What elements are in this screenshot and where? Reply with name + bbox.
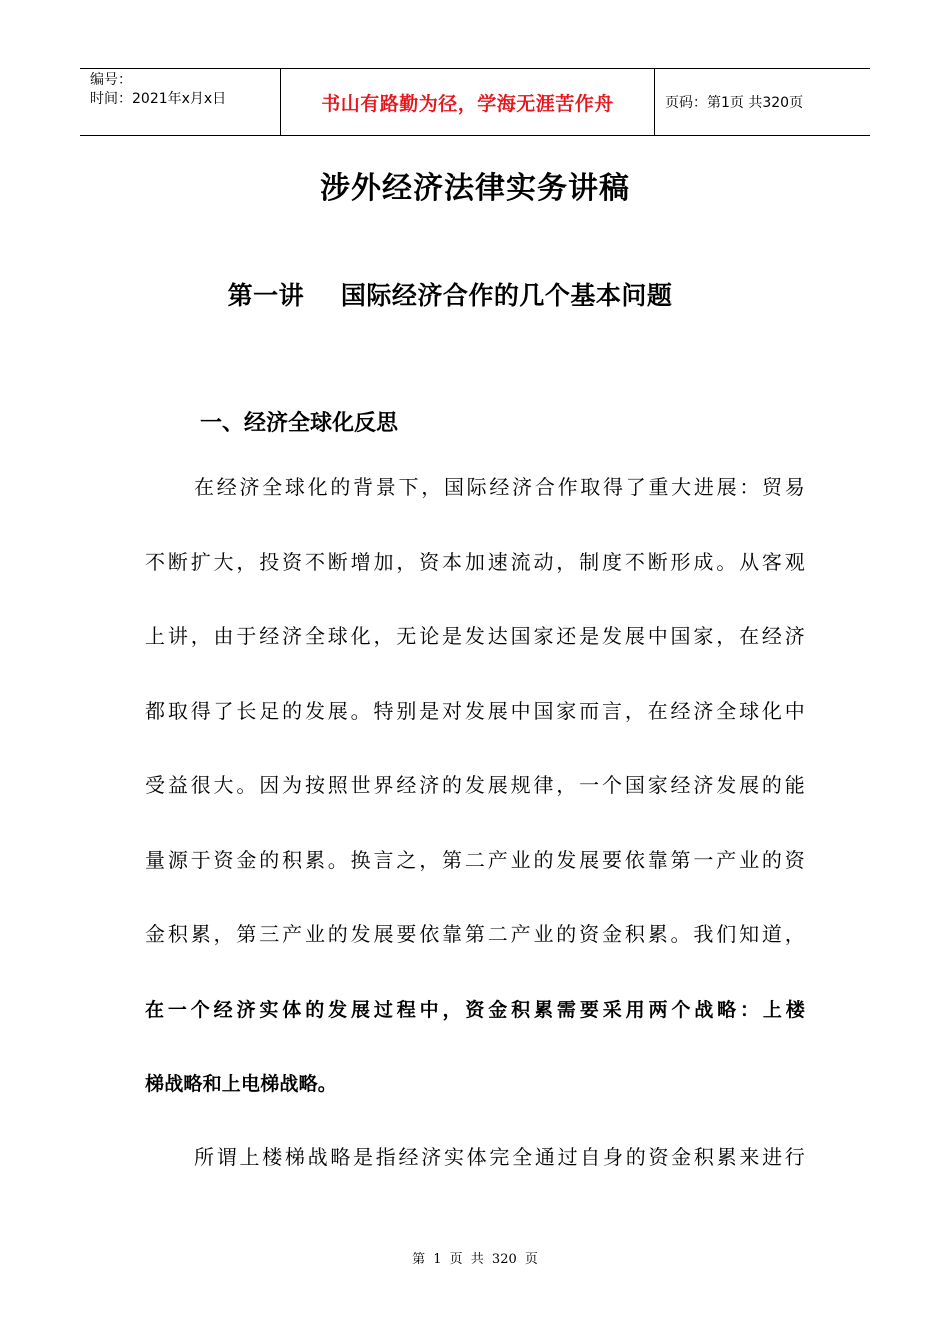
lecture-title: 第一讲 国际经济合作的几个基本问题 (227, 281, 673, 310)
paragraph-line: 所谓上楼梯战略是指经济实体完全通过自身的资金积累来进行 (194, 1145, 805, 1169)
paragraph-line: 都取得了长足的发展。特别是对发展中国家而言，在经济全球化中 (145, 699, 805, 723)
header-meta-cell (80, 69, 281, 135)
paragraph-line: 受益很大。因为按照世界经济的发展规律，一个国家经济发展的能 (145, 773, 805, 797)
header-table (80, 68, 870, 136)
header-page-info: 页码：第1页 共320页 (665, 95, 804, 111)
paragraph-line: 金积累，第三产业的发展要依靠第二产业的资金积累。我们知道， (145, 922, 805, 946)
paragraph-line: 量源于资金的积累。换言之，第二产业的发展要依靠第一产业的资 (145, 848, 805, 872)
paragraph-line-bold: 在一个经济实体的发展过程中，资金积累需要采用两个战略：上楼 (145, 999, 805, 1021)
section-title: 一、经济全球化反思 (200, 411, 399, 436)
number-label: 编号： (90, 72, 132, 88)
paragraph-line-bold: 梯战略和上电梯战略。 (145, 1073, 338, 1095)
paragraph-line: 不断扩大，投资不断增加，资本加速流动，制度不断形成。从客观 (145, 550, 805, 574)
document-title: 涉外经济法律实务讲稿 (320, 171, 630, 206)
paragraph-line: 在经济全球化的背景下，国际经济合作取得了重大进展：贸易 (194, 475, 805, 499)
header-motto: 书山有路勤为径，学海无涯苦作舟 (281, 69, 655, 135)
page-footer: 第 1 页 共 320 页 (412, 1252, 538, 1267)
time-label: 时间：2021年x月x日 (90, 91, 227, 107)
paragraph-line: 上讲，由于经济全球化，无论是发达国家还是发展中国家，在经济 (145, 624, 805, 648)
